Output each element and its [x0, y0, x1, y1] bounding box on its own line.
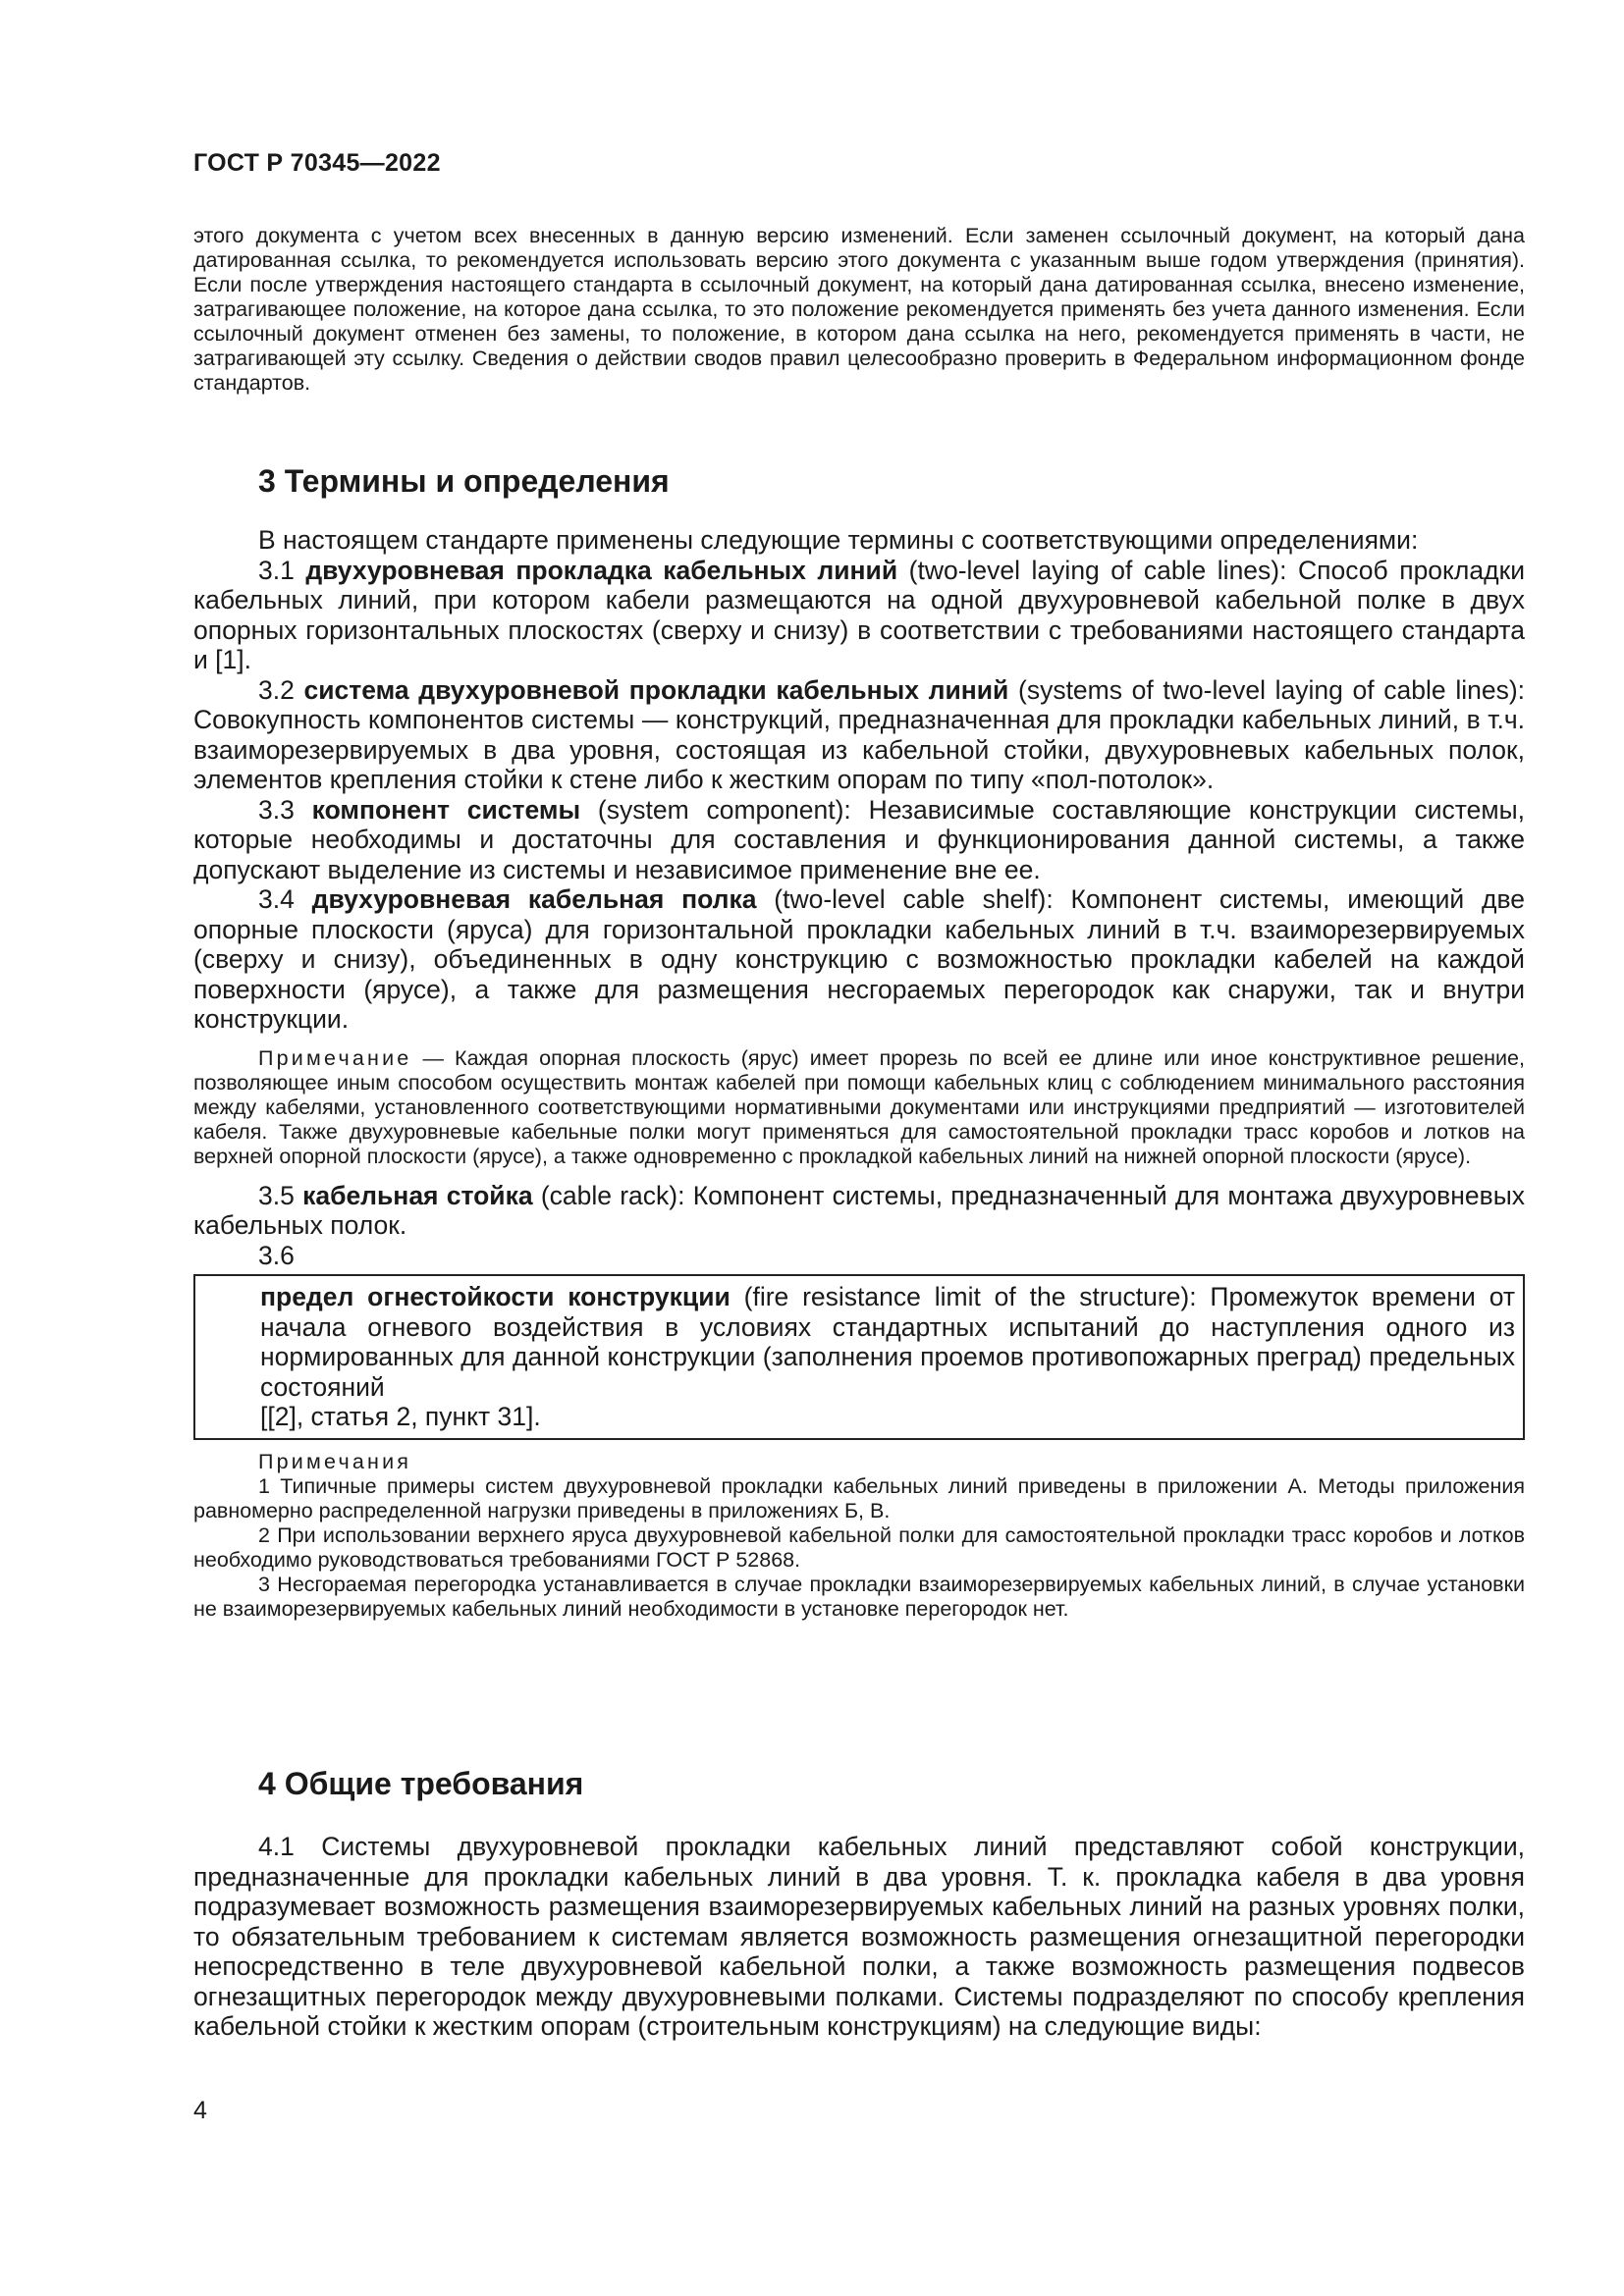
section-3-lead: В настоящем стандарте применены следующие термины с соответствующими определениями:	[258, 525, 1419, 555]
paragraph-4-1: 4.1 Системы двухуровневой прокладки кабельных линий представляют собой конструкции, предназначенные для прокладки кабельных линий в два уровня. Т. к. прокладка кабеля в два уровня подразумевает возможность размещения взаиморезервируемых кабельных линий на разных уровнях полки, то обязательным требованием к системам является возможность размещения огнезащитной перегородки непосредственно в теле двухуровневой кабельной полки, а также возможность размещения подвесов огнезащитных перегородок между двухуровневыми полками. Системы подразделяют по способу крепления кабельной стойки к жестким опорам (строительным конструкциям) на следующие виды:	[193, 1832, 1525, 2041]
note-item: 1 Типичные примеры систем двухуровневой прокладки кабельных линий приведены в приложении А. Методы приложения равномерно распределенной нагрузки приведены в приложениях Б, В.	[193, 1473, 1525, 1522]
term-definition: (two-level cable shelf): Компонент системы, имеющий две опорные плоскости (яруса) для горизонтальной прокладки кабельных линий в т.ч. взаиморезервируемых (сверху и снизу), объединенных в одну конструкцию с возможностью прокладки кабелей на каждой поверхности (ярусе), а также для размещения несгораемых перегородок как снаружи, так и внутри конструкции.	[193, 884, 1525, 1034]
term-3-6	[195, 1282, 1515, 1402]
note-label: Примечание	[258, 1045, 412, 1070]
term-definition: (two-level laying of cable lines): Способ прокладки кабельных линий, при котором кабели размещаются на одной двухуровневой кабельной полке в двух опорных горизонтальных плоскостях (сверху и снизу) в соответствии с требованиями настоящего стандарта и [1].	[193, 555, 1525, 674]
term-3-3	[193, 795, 1525, 885]
term-3-4	[193, 884, 1525, 1035]
notes-block	[193, 1450, 1525, 1622]
term-number: 3.2	[258, 674, 304, 705]
term-name: компонент системы	[311, 794, 581, 825]
term-name: предел огнестойкости конструкции	[260, 1282, 731, 1311]
term-number: 3.5	[258, 1180, 303, 1210]
term-3-2	[193, 675, 1525, 795]
term-number: 3.1	[258, 555, 306, 585]
page-number: 4	[193, 2097, 207, 2124]
term-3-6-box	[193, 1274, 1525, 1440]
term-name: кабельная стойка	[302, 1180, 533, 1210]
term-3-6-reference: [[2], статья 2, пункт 31].	[260, 1402, 541, 1431]
section-4-title: 4 Общие требования	[258, 1766, 584, 1801]
note-item: 3 Несгораемая перегородка устанавливается в случае прокладки взаиморезервируемых кабельных линий, в случае установки не взаиморезервируемых кабельных линий необходимости в установке перегородок нет.	[193, 1572, 1525, 1621]
document-header: ГОСТ Р 70345—2022	[193, 149, 441, 177]
section-3-body	[193, 525, 1525, 1622]
section-3-heading	[193, 461, 1525, 501]
notes-label: Примечания	[258, 1449, 412, 1473]
section-4-body	[193, 1832, 1525, 2042]
intro-paragraph	[193, 224, 1525, 396]
intro-text: этого документа с учетом всех внесенных в данную версию изменений. Если заменен ссылочный документ, на который дана датированная ссылка, то рекомендуется использовать версию этого документа с указанным выше годом утверждения (принятия). Если после утверждения настоящего стандарта в ссылочный документ, на который дана датированная ссылка, внесено изменение, затрагивающее положение, на которое дана ссылка, то это положение рекомендуется применять без учета данного изменения. Если ссылочный документ отменен без замены, то положение, в котором дана ссылка на него, рекомендуется применять в части, не затрагивающей эту ссылку. Сведения о действии сводов правил целесообразно проверить в Федеральном информационном фонде стандартов.	[193, 224, 1525, 395]
term-definition: (fire resistance limit of the structure): Промежуток времени от начала огневого воздействия в условиях стандартных испытаний до наступления одного из нормированных для данной конструкции (заполнения проемов противопожарных преград) предельных состояний	[260, 1282, 1515, 1402]
term-3-1	[193, 556, 1525, 675]
term-definition: (systems of two-level laying of cable lines): Совокупность компонентов системы — конструкций, предназначенная для прокладки кабельных линий, в т.ч. взаиморезервируемых в два уровня, состоящая из кабельной стойки, двухуровневых кабельных полок, элементов крепления стойки к стене либо к жестким опорам по типу «пол-потолок».	[193, 674, 1526, 794]
term-name: двухуровневая кабельная полка	[311, 884, 757, 914]
note-item: 2 При использовании верхнего яруса двухуровневой кабельной полки для самостоятельной прокладки трасс коробов и лотков необходимо руководствоваться требованиями ГОСТ Р 52868.	[193, 1522, 1525, 1572]
section-3-title: 3 Термины и определения	[258, 463, 670, 499]
term-number: 3.4	[258, 884, 312, 914]
term-name: двухуровневая прокладка кабельных линий	[305, 555, 898, 585]
term-number: 3.3	[258, 794, 312, 825]
term-name: система двухуровневой прокладки кабельных линий	[303, 674, 1009, 705]
note-3-4	[193, 1046, 1525, 1169]
section-4-heading	[193, 1764, 1525, 1803]
term-3-5	[193, 1181, 1525, 1241]
term-definition: (system component): Независимые составляющие конструкции системы, которые необходимы и достаточны для составления и функционирования данной системы, а также допускают выделение из системы и независимое применение вне ее.	[193, 794, 1525, 884]
term-3-6-number: 3.6	[258, 1240, 295, 1270]
note-text: — Каждая опорная плоскость (ярус) имеет прорезь по всей ее длине или иное конструктивное решение, позволяющее иным способом осуществить монтаж кабелей при помощи кабельных клиц с соблюдением минимального расстояния между кабелями, установленного соответствующими нормативными документами или инструкциями предприятий — изготовителей кабеля. Также двухуровневые кабельные полки могут применяться для самостоятельной прокладки трасс коробов и лотков на верхней опорной плоскости (ярусе), а также одновременно с прокладкой кабельных линий на нижней опорной плоскости (ярусе).	[193, 1045, 1525, 1168]
term-definition: (cable rack): Компонент системы, предназначенный для монтажа двухуровневых кабельных полок.	[193, 1180, 1525, 1240]
